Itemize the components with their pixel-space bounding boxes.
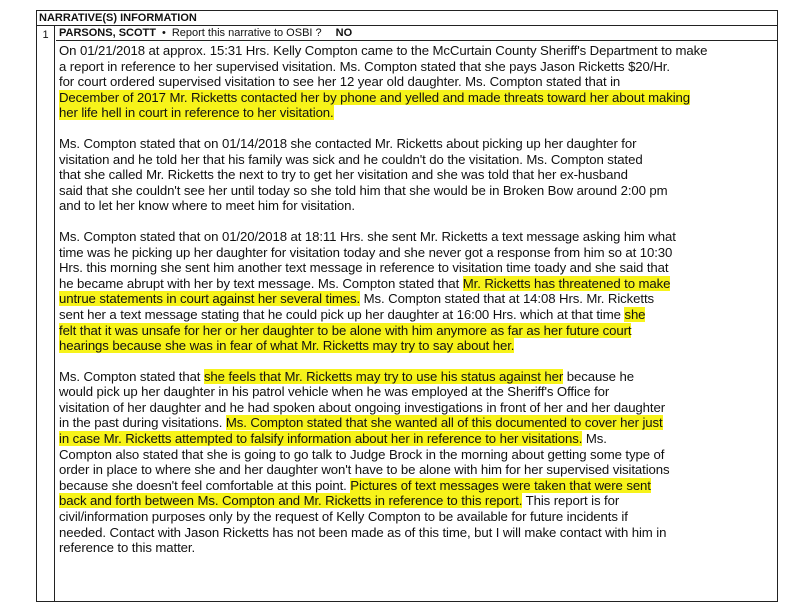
narrative-line	[59, 493, 769, 509]
entry-number: 1	[37, 26, 55, 601]
narrative-line: said that she couldn't see her until today so she told him that she would be in Broken Bow around 2:00 pm	[59, 182, 668, 198]
section-title: NARRATIVE(S) INFORMATION	[37, 11, 777, 26]
narrative-line: visitation and he told her that his family was sick and he couldn't do the visitation. Ms. Compton stated	[59, 151, 643, 167]
plain-text: Ms.	[582, 431, 607, 447]
narrative-line	[59, 291, 769, 307]
bullet-icon: •	[161, 27, 166, 39]
narrative-line: order in place to where she and her daughter won't have to be alone with him for her supervised visitations	[59, 462, 670, 478]
highlighted-text: she	[624, 306, 646, 322]
highlighted-text: felt that it was unsafe for her or her daughter to be alone with him anymore as far as her future court	[59, 322, 632, 338]
narrative-paragraph-1	[59, 43, 769, 121]
narrative-line: a report in reference to her supervised visitation. Ms. Compton stated that she pays Jason Ricketts $20/Hr.	[59, 58, 670, 74]
narrative-line	[59, 105, 769, 121]
narrative-line	[59, 307, 769, 323]
osbi-question: Report this narrative to OSBI ?	[171, 27, 322, 39]
highlighted-text: in case Mr. Ricketts attempted to falsify information about her in reference to her visitations.	[59, 431, 583, 447]
narrative-line: and to let her know where to meet him for visitation.	[59, 198, 355, 214]
narrative-line: that she called Mr. Ricketts the next to try to get her visitation and she was told that her ex-husband	[59, 167, 628, 183]
narrative-line: visitation of her daughter and he had spoken about ongoing investigations in front of her and her daughter	[59, 399, 665, 415]
narrative-line: Ms. Compton stated that on 01/20/2018 at 18:11 Hrs. she sent Mr. Ricketts a text message asking him what	[59, 228, 676, 244]
entry-header	[56, 26, 777, 41]
plain-text: This report is for	[522, 493, 620, 509]
author-name: PARSONS, SCOTT	[59, 27, 156, 39]
highlighted-text: December of 2017 Mr. Ricketts contacted her by phone and yelled and made threats toward her about making	[59, 89, 691, 105]
narrative-line: On 01/21/2018 at approx. 15:31 Hrs. Kelly Compton came to the McCurtain County Sheriff's Department to make	[59, 43, 708, 58]
narrative-form	[36, 10, 778, 602]
narrative-text	[59, 43, 769, 601]
narrative-line: Ms. Compton stated that on 01/14/2018 she contacted Mr. Ricketts about picking up her daughter for	[59, 135, 637, 151]
osbi-answer: NO	[335, 27, 353, 39]
highlighted-text: Pictures of text messages were taken that were sent	[350, 477, 651, 493]
narrative-line: Compton also stated that she is going to go talk to Judge Brock in the morning about getting some type of	[59, 446, 665, 462]
narrative-line: reference to this matter.	[59, 540, 196, 556]
plain-text: he became abrupt with her by text message. Ms. Compton stated that	[59, 275, 463, 291]
narrative-paragraph-2	[59, 136, 769, 214]
plain-text: in the past during visitations.	[59, 415, 226, 431]
highlighted-text: untrue statements in court against her several times.	[59, 291, 361, 307]
plain-text: because he	[563, 368, 634, 384]
highlighted-text: Ms. Compton stated that she wanted all of this documented to cover her just	[225, 415, 663, 431]
narrative-line: needed. Contact with Jason Ricketts has not been made as of this time, but I will make contact with him in	[59, 524, 667, 540]
plain-text: because she doesn't feel comfortable at this point.	[59, 477, 351, 493]
narrative-line	[59, 415, 769, 431]
highlighted-text: her life hell in court in reference to her visitation.	[59, 105, 334, 121]
narrative-line	[59, 431, 769, 447]
highlighted-text: back and forth between Ms. Compton and Mr. Ricketts in reference to this report.	[59, 493, 523, 509]
narrative-line	[59, 276, 769, 292]
narrative-line: would pick up her daughter in his patrol vehicle when he was employed at the Sheriff's Office for	[59, 384, 610, 400]
narrative-line	[59, 478, 769, 494]
highlighted-text: she feels that Mr. Ricketts may try to use his status against her	[203, 368, 564, 384]
narrative-line: civil/information purposes only by the request of Kelly Compton to be available for future incidents if	[59, 509, 628, 525]
narrative-line	[59, 90, 769, 106]
highlighted-text: hearings because she was in fear of what Mr. Ricketts may try to say about her.	[59, 338, 515, 354]
narrative-line: Hrs. this morning she sent him another text message in reference to visitation time toady and she said that	[59, 260, 669, 276]
narrative-line: time was he picking up her daughter for visitation today and she never got a response from him so at 10:30	[59, 244, 673, 260]
plain-text: sent her a text message stating that he could pick up her daughter at 16:00 Hrs. which at that time	[59, 306, 625, 322]
narrative-line	[59, 338, 769, 354]
narrative-paragraph-4	[59, 369, 769, 556]
narrative-line	[59, 369, 769, 385]
narrative-paragraph-3	[59, 229, 769, 354]
highlighted-text: Mr. Ricketts has threatened to make	[462, 275, 671, 291]
plain-text: Ms. Compton stated that at 14:08 Hrs. Mr. Ricketts	[360, 291, 655, 307]
narrative-line	[59, 323, 769, 339]
narrative-line: for court ordered supervised visitation to see her 12 year old daughter. Ms. Compton stated that in	[59, 74, 621, 90]
plain-text: Ms. Compton stated that	[59, 368, 204, 384]
